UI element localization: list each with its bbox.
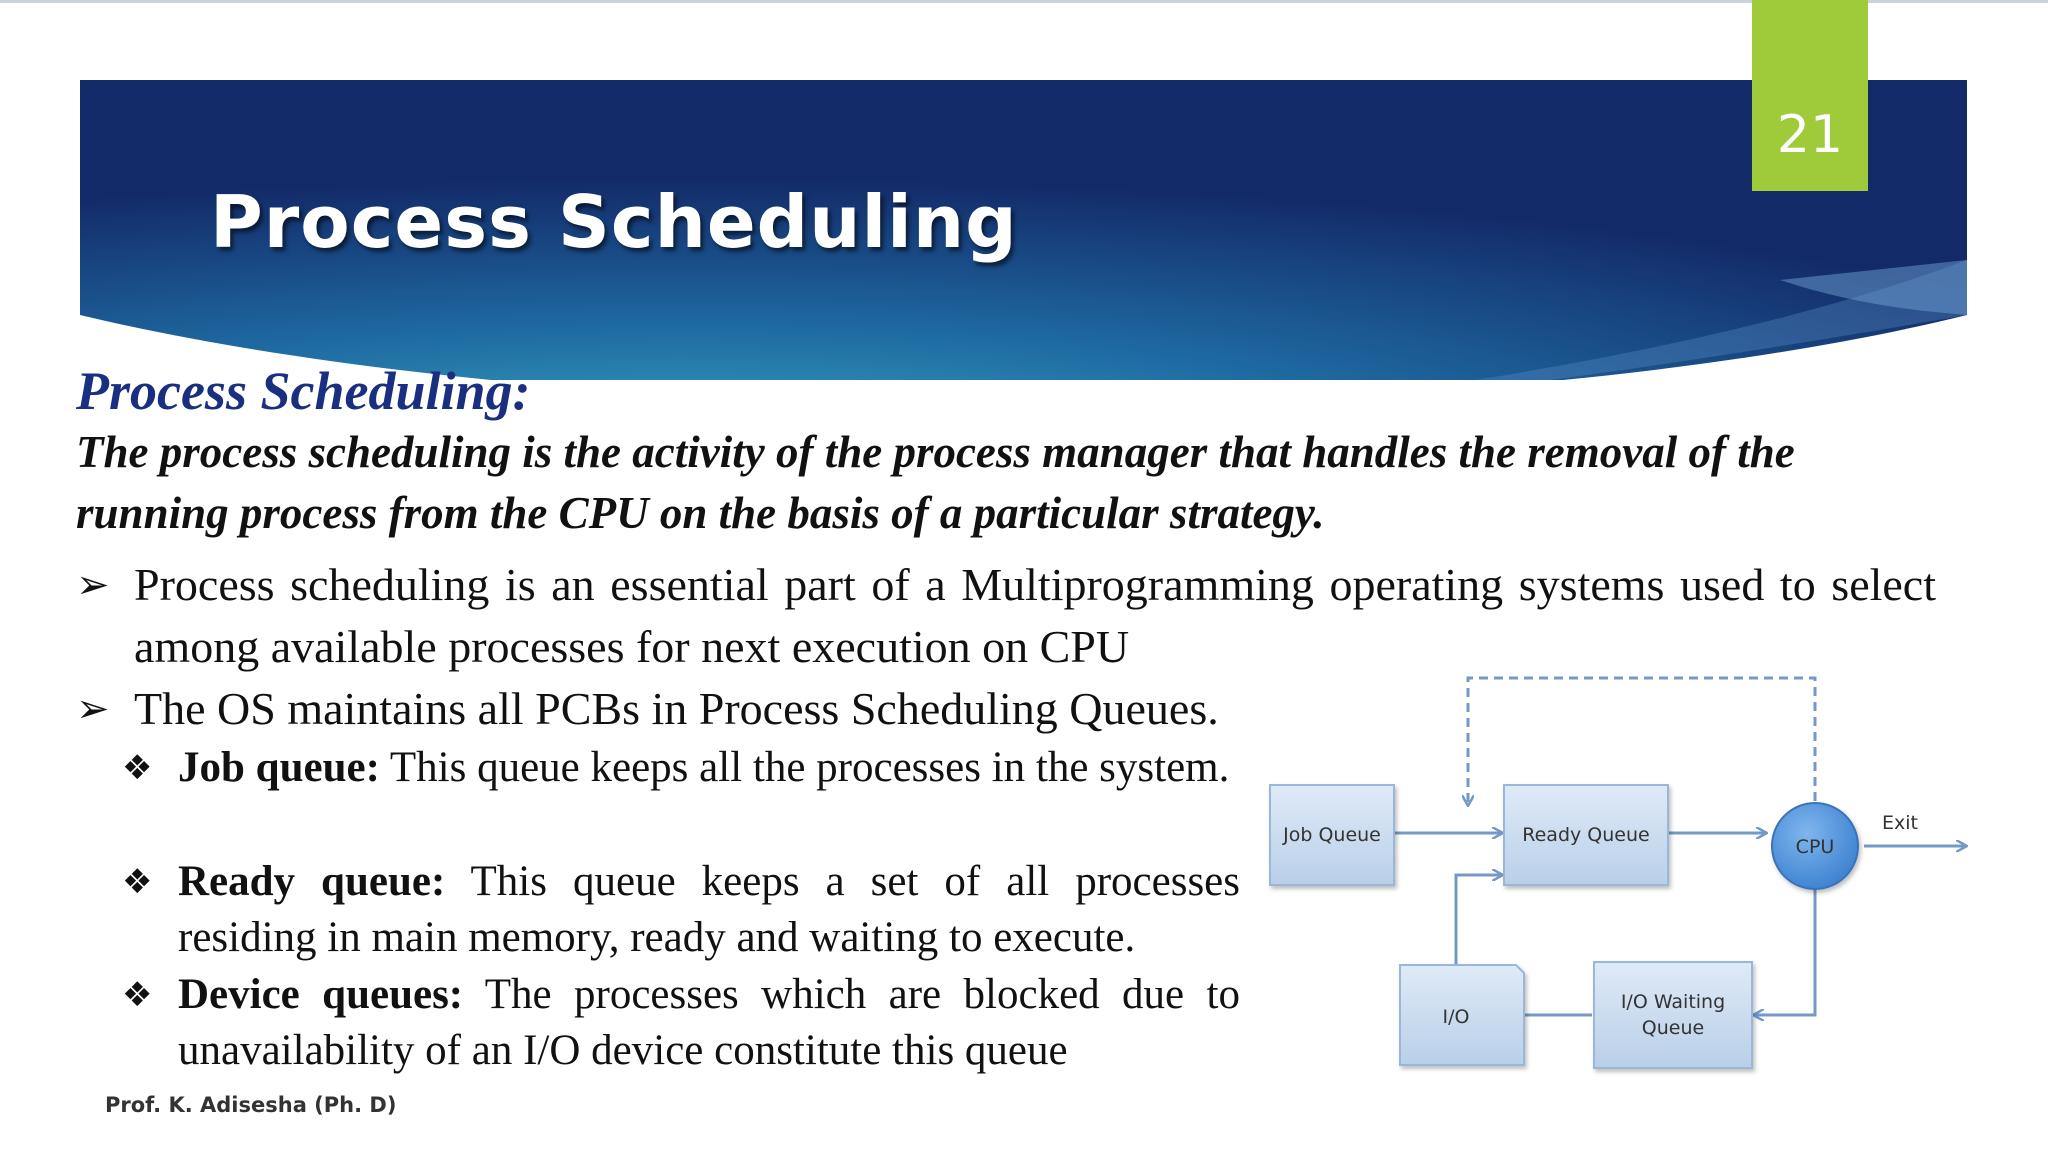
queue-text: This queue keeps a set of all processes residing in main memory, ready and waiting to execute. bbox=[178, 858, 1240, 961]
scheduling-queue-diagram bbox=[1258, 670, 1978, 1090]
slide-title: Process Scheduling bbox=[210, 180, 1018, 264]
bullet-text: The OS maintains all PCBs in Process Scheduling Queues. bbox=[134, 683, 1219, 734]
arrow-io-to-ready bbox=[1456, 875, 1502, 965]
diamond-bullet-icon: ❖ bbox=[122, 975, 153, 1015]
ready-queue-box bbox=[1504, 785, 1668, 885]
cpu-node bbox=[1772, 803, 1858, 889]
slide-number: 21 bbox=[1776, 105, 1844, 165]
queue-item-device bbox=[122, 967, 1240, 1079]
queue-item-job bbox=[122, 740, 1240, 796]
io-waiting-label-line2: Queue bbox=[1641, 1017, 1705, 1039]
slide-content bbox=[76, 360, 1936, 544]
io-waiting-label-line1: I/O Waiting bbox=[1620, 991, 1726, 1013]
job-queue-box bbox=[1270, 785, 1394, 885]
queue-term: Ready queue: bbox=[178, 858, 446, 905]
diamond-bullet-icon: ❖ bbox=[122, 748, 153, 788]
footer-author: Prof. K. Adisesha (Ph. D) bbox=[105, 1093, 397, 1117]
cpu-label: CPU bbox=[1795, 836, 1835, 858]
queue-item-ready bbox=[122, 854, 1240, 966]
bullet-text: Process scheduling is an essential part of a Multiprogramming operating systems used to select among available processes for next execution on CPU bbox=[134, 559, 1936, 672]
queue-term: Job queue: bbox=[178, 744, 380, 791]
arrow-bullet-icon: ➢ bbox=[76, 562, 110, 608]
ready-queue-label: Ready Queue bbox=[1522, 824, 1650, 846]
job-queue-label: Job Queue bbox=[1283, 824, 1381, 846]
io-device-box bbox=[1400, 965, 1524, 1065]
io-waiting-queue-box bbox=[1594, 962, 1752, 1068]
queue-text: The processes which are blocked due to unavailability of an I/O device constitute this queue bbox=[178, 971, 1240, 1074]
arrow-bullet-icon: ➢ bbox=[76, 686, 110, 732]
slide-number-badge bbox=[1752, 0, 1868, 191]
arrow-cpu-to-io-waiting bbox=[1754, 882, 1815, 1015]
diamond-bullet-icon: ❖ bbox=[122, 862, 153, 902]
content-subheading: Process Scheduling: bbox=[76, 361, 531, 421]
queue-term: Device queues: bbox=[178, 971, 464, 1018]
intro-paragraph: The process scheduling is the activity of the process manager that handles the removal of the running process from the CPU on the basis of a particular strategy. bbox=[76, 427, 1795, 538]
top-border-line bbox=[0, 0, 2048, 3]
queue-text: This queue keeps all the processes in the system. bbox=[389, 744, 1230, 791]
io-label: I/O bbox=[1442, 1006, 1470, 1028]
bullet-item bbox=[76, 554, 1936, 678]
exit-label: Exit bbox=[1882, 812, 1918, 834]
